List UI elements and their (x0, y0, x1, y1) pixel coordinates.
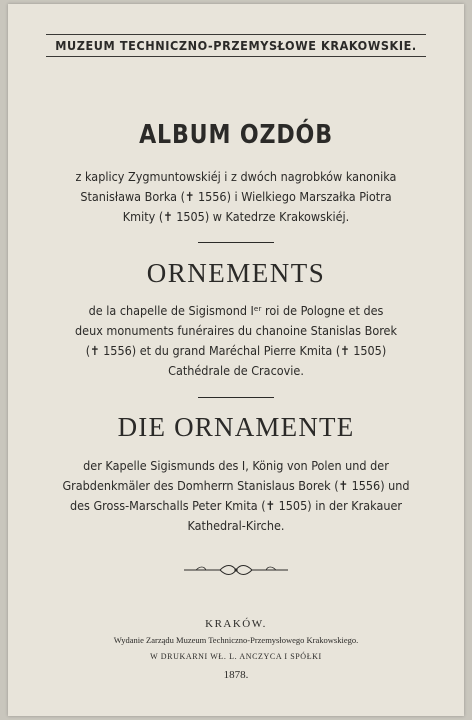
imprint-printer: W DRUKARNI WŁ. L. ANCZYCA I SPÓŁKI (150, 652, 322, 661)
museum-name: MUZEUM TECHNICZNO-PRZEMYSŁOWE KRAKOWSKIE. (55, 38, 417, 53)
polish-subtitle-line: Kmity (✝ 1505) w Katedrze Krakowskiéj. (122, 209, 350, 224)
french-subtitle-line: deux monuments funéraires du chanoine Stanislas Borek (75, 323, 397, 338)
polish-subtitle (8, 167, 464, 227)
german-subtitle-line: des Gross-Marschalls Peter Kmita (✝ 1505) in der Krakauer (69, 498, 403, 513)
section-divider (198, 397, 274, 398)
german-subtitle (8, 456, 464, 536)
french-subtitle-line: de la chapelle de Sigismond Iᵉʳ roi de Pologne et des (88, 303, 384, 318)
french-subtitle-line: (✝ 1556) et du grand Maréchal Pierre Kmita (✝ 1505) (85, 343, 387, 358)
german-subtitle-line: Grabdenkmäler des Domherrn Stanislaus Borek (✝ 1556) und (62, 478, 410, 493)
section-divider (198, 242, 274, 243)
french-title: ORNEMENTS (146, 258, 326, 288)
header-bottom-rule (46, 56, 426, 57)
imprint-city: KRAKÓW. (205, 618, 267, 630)
imprint-publisher: Wydanie Zarządu Muzeum Techniczno-Przemysłowego Krakowskiego. (113, 635, 359, 645)
museum-header (46, 34, 426, 57)
german-subtitle-line: Kathedral-Kirche. (187, 518, 285, 533)
german-subtitle-line: der Kapelle Sigismunds des I, König von Polen und der (83, 458, 389, 473)
imprint-year: 1878. (223, 669, 249, 681)
title-page (8, 4, 464, 716)
german-title: DIE ORNAMENTE (117, 412, 355, 442)
polish-subtitle-line: Stanisława Borka (✝ 1556) i Wielkiego Marszałka Piotra (80, 189, 392, 204)
french-subtitle (8, 301, 464, 381)
polish-subtitle-line: z kaplicy Zygmuntowskiéj i z dwóch nagrobków kanonika (75, 169, 397, 184)
decorative-ornament-icon (182, 563, 290, 577)
french-subtitle-line: Cathédrale de Cracovie. (168, 363, 304, 378)
polish-title: ALBUM OZDÓB (139, 120, 333, 150)
